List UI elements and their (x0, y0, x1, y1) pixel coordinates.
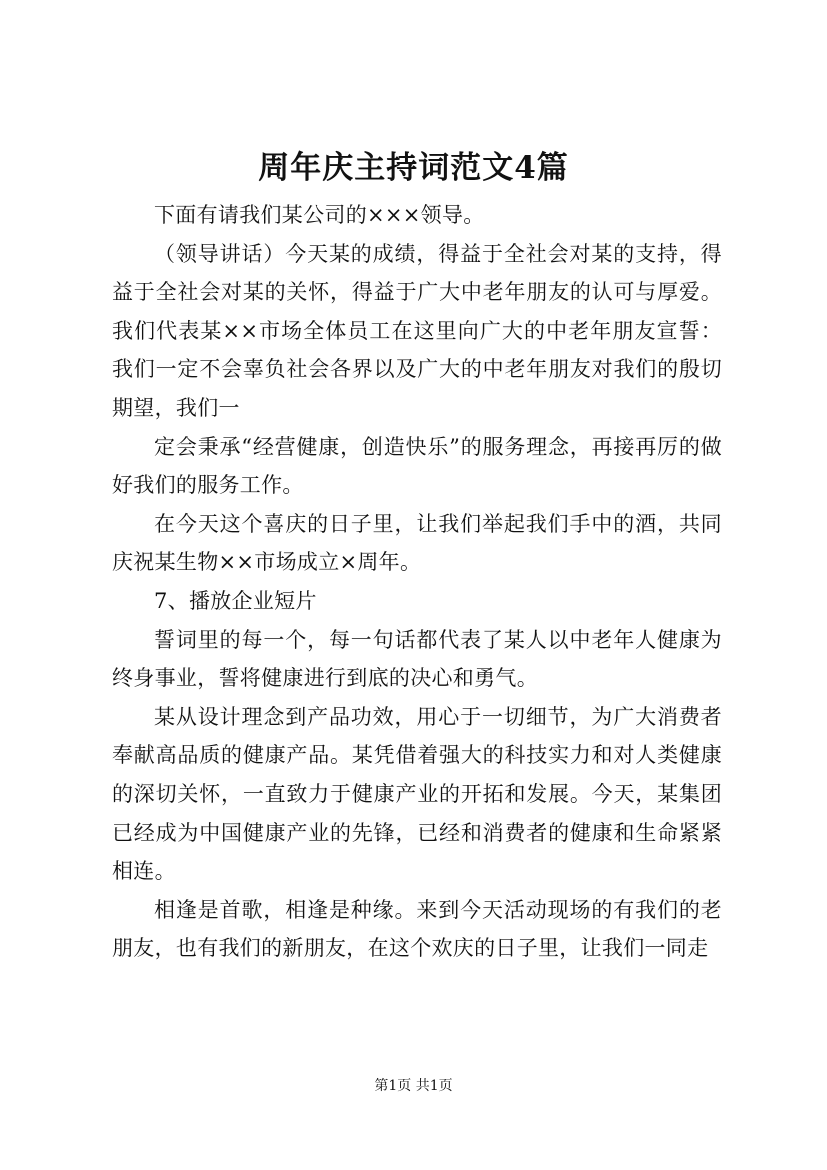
paragraph: 某从设计理念到产品功效，用心于一切细节，为广大消费者奉献高品质的健康产品。某凭借着强大的科技实力和对人类健康的深切关怀，一直致力于健康产业的开拓和发展。今天，某集团已经成为中国健康产业的先锋，已经和消费者的健康和生命紧紧相连。 (112, 704, 722, 884)
paragraph: 在今天这个喜庆的日子里，让我们举起我们手中的酒，共同庆祝某生物××市场成立×周年。 (112, 511, 722, 575)
document-title: 周年庆主持词范文4篇 (258, 150, 569, 186)
paragraph: 下面有请我们某公司的×××领导。 (154, 203, 485, 227)
paragraph: 誓词里的每一个，每一句话都代表了某人以中老年人健康为终身事业，誓将健康进行到底的决心和勇气。 (112, 627, 722, 691)
paragraph: （领导讲话）今天某的成绩，得益于全社会对某的支持，得益于全社会对某的关怀，得益于广大中老年朋友的认可与厚爱。我们代表某××市场全体员工在这里向广大的中老年朋友宣誓：我们一定不会辜负社会各界以及广大的中老年朋友对我们的殷切期望，我们一 (112, 241, 722, 420)
page-footer: 第1页 共1页 (374, 1078, 453, 1094)
paragraph: 7、播放企业短片 (154, 588, 317, 613)
document-body (112, 196, 722, 968)
paragraph: 定会秉承“经营健康，创造快乐”的服务理念，再接再厉的做好我们的服务工作。 (112, 434, 722, 498)
paragraph: 相逢是首歌，相逢是种缘。来到今天活动现场的有我们的老朋友，也有我们的新朋友，在这个欢庆的日子里，让我们一同走 (112, 897, 722, 961)
